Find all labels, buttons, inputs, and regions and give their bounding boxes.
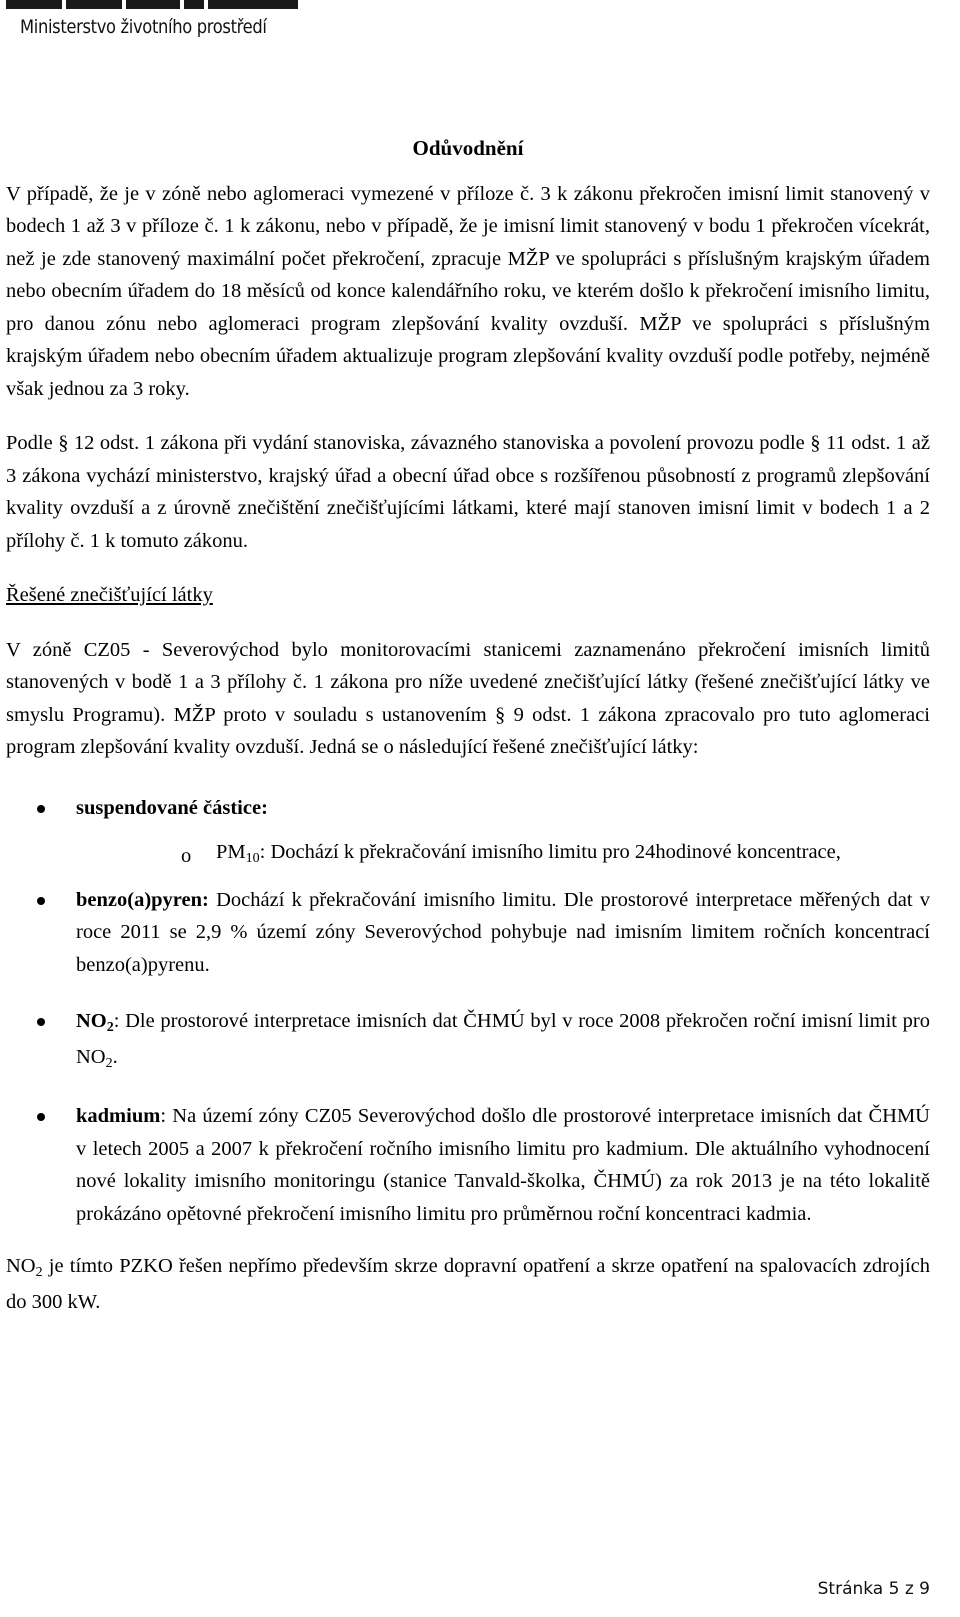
- bullet-icon: [37, 805, 45, 813]
- pm-label: PM: [216, 841, 246, 863]
- logo-bar: [184, 0, 204, 9]
- logo-bar: [6, 0, 62, 9]
- bullet-icon: [37, 1113, 45, 1121]
- logo-bar: [66, 0, 122, 9]
- pm-index: 10: [245, 851, 260, 866]
- document-body: [6, 132, 930, 1318]
- pm-text: : Dochází k překračování imisního limitu pro 24hodinové koncentrace,: [259, 841, 841, 863]
- list-item-no2: [6, 1005, 930, 1076]
- paragraph-monitoring: V zóně CZ05 - Severovýchod bylo monitorovacími stanicemi zaznamenáno překročení imisních limitů stanovených v bodě 1 a 3 přílohy č. 1 zákona pro níže uvedené znečišťující látky (řešené znečišťující látky ve smyslu Programu). MŽP proto v souladu s ustanovením § 9 odst. 1 zákona zpracovalo pro tuto aglomeraci program zlepšování kvality ovzduší. Jedná se o následující řešené znečišťující látky:: [6, 638, 930, 758]
- bullet-icon: [37, 897, 45, 905]
- list-item-particles: [6, 792, 930, 872]
- no2-text-end: .: [112, 1045, 118, 1068]
- closing-text: je tímto PZKO řešen nepřímo především skrze dopravní opatření a skrze opatření na spalovacích zdrojích do 300 kW.: [6, 1255, 930, 1313]
- page-title: Odůvodnění: [412, 136, 524, 160]
- pollutant-text: Dochází k překračování imisního limitu. Dle prostorové interpretace měřených dat v roce 2011 se 2,9 % území zóny Severovýchod pohybuje nad imisním limitem ročních koncentrací benzo(a)pyrenu.: [76, 888, 930, 976]
- paragraph-intro: V případě, že je v zóně nebo aglomeraci vymezené v příloze č. 3 k zákonu překročen imisní limit stanovený v bodech 1 až 3 v příloze č. 1 k zákonu, nebo v případě, že je imisní limit stanovený v bodu 1 překročen vícekrát, než je zde stanovený maximální počet překročení, zpracuje MŽP ve spolupráci s příslušným krajským úřadem nebo obecním úřadem do 18 měsíců od konce kalendářního roku, ve kterém došlo k překročení imisního limitu, pro danou zónu nebo aglomeraci program zlepšování kvality ovzduší. MŽP ve spolupráci s příslušným krajským úřadem nebo obecním úřadem aktualizuje program zlepšování kvality ovzduší podle potřeby, nejméně však jednou za 3 roky.: [6, 182, 930, 400]
- pollutant-label: [76, 1010, 114, 1035]
- pollutant-list: [6, 792, 930, 1231]
- pollutant-text: : Na území zóny CZ05 Severovýchod došlo dle prostorové interpretace imisních dat ČHMÚ v letech 2005 a 2007 k překročení ročního imisního limitu pro kadmium. Dle aktuálního vyhodnocení nové lokality imisního monitoringu (stanice Tanvald-školka, ČHMÚ) za rok 2013 je na této lokalitě prokázáno opětovné překročení imisního limitu pro průměrnou roční koncentraci kadmia.: [76, 1105, 930, 1225]
- logo-bar: [126, 0, 180, 9]
- logo-bar: [208, 0, 298, 9]
- no2-label-sub: 2: [106, 1020, 114, 1035]
- list-item-bap: [6, 884, 930, 982]
- header-logo-bars: [6, 0, 306, 10]
- list-item-cadmium: [6, 1100, 930, 1230]
- no2-text-sub: 2: [105, 1055, 113, 1071]
- ministry-header: [6, 0, 406, 48]
- bullet-icon: [37, 1018, 45, 1026]
- closing-no: NO: [6, 1255, 36, 1277]
- closing-no-sub: 2: [35, 1265, 43, 1280]
- no2-label-main: NO: [76, 1010, 107, 1032]
- ministry-name: Ministerstvo životního prostředí: [20, 16, 267, 38]
- pollutant-label: kadmium: [76, 1105, 161, 1127]
- pollutant-text: : Dle prostorové interpretace imisních dat ČHMÚ byl v roce 2008 překročen roční imisní limit pro NO: [76, 1010, 930, 1068]
- pollutant-label: benzo(a)pyren:: [76, 888, 209, 911]
- circle-bullet-icon: o: [181, 845, 192, 867]
- paragraph-closing: [6, 1250, 930, 1318]
- section-heading: Řešené znečišťující látky: [6, 584, 213, 606]
- paragraph-legal-basis: Podle § 12 odst. 1 zákona při vydání stanoviska, závazného stanoviska a povolení provozu podle § 11 odst. 1 až 3 zákona vychází ministerstvo, krajský úřad a obecní úřad obce s rozšířenou působností z programů zlepšování kvality ovzduší a z úrovně znečištění znečišťujícími látkami, které mají stanoven imisní limit v bodech 1 a 2 přílohy č. 1 k tomuto zákonu.: [6, 432, 930, 552]
- page-number: Stránka 5 z 9: [817, 1579, 930, 1599]
- sub-list-item-pm10: [76, 836, 930, 872]
- pollutant-label: suspendované částice:: [76, 796, 268, 819]
